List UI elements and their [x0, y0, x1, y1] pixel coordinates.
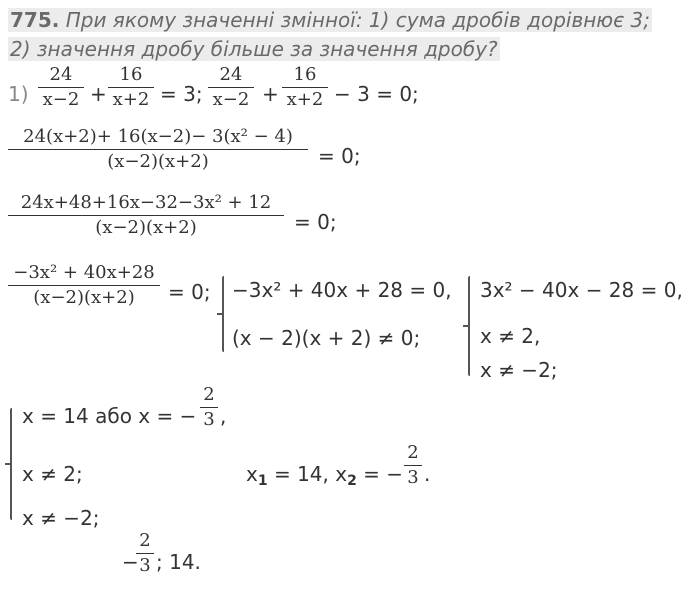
fraction-bar — [200, 407, 218, 408]
plus-sign: + — [90, 82, 107, 106]
roots-minus: = − — [356, 462, 404, 486]
answer-minus: − — [122, 550, 139, 574]
denominator: (x−2)(x+2) — [95, 217, 197, 238]
step2-fraction — [8, 126, 308, 173]
part-label: 1) — [8, 82, 29, 106]
numerator: 2 — [203, 384, 215, 405]
denominator: (x−2)(x+2) — [33, 287, 135, 308]
problem-title-line1 — [8, 8, 652, 32]
step3-fraction — [8, 192, 284, 239]
step2-equals-zero: = 0; — [318, 144, 361, 168]
numerator: 24(x+2)+ 16(x−2)− 3(x² − 4) — [23, 126, 293, 147]
subscript-2: 2 — [347, 473, 357, 489]
minus-three-equals-zero: − 3 = 0; — [334, 82, 419, 106]
numerator: 24 — [219, 64, 243, 85]
numerator: 24 — [49, 64, 73, 85]
denominator: x+2 — [112, 89, 150, 110]
roots-fraction-two-thirds — [404, 442, 422, 489]
roots-line — [246, 462, 404, 489]
numerator: 2 — [139, 530, 151, 551]
fraction-bar — [208, 87, 254, 88]
numerator: 2 — [407, 442, 419, 463]
denominator: 3 — [203, 409, 215, 430]
denominator: x+2 — [286, 89, 324, 110]
system1-equation: −3x² + 40x + 28 = 0, — [232, 278, 452, 302]
roots-x: x — [246, 462, 258, 486]
equals-three: = 3; — [160, 82, 203, 106]
denominator: x−2 — [42, 89, 80, 110]
step3-equals-zero: = 0; — [294, 210, 337, 234]
denominator: (x−2)(x+2) — [107, 151, 209, 172]
fraction-bar — [108, 87, 154, 88]
denominator: 3 — [139, 555, 151, 576]
fraction-16-over-x-plus-2-b — [282, 64, 328, 111]
fraction-24-over-x-minus-2-b — [208, 64, 254, 111]
answer-rest: ; 14. — [156, 550, 201, 574]
step4-equals-zero: = 0; — [168, 280, 211, 304]
subscript-1: 1 — [257, 473, 268, 489]
fraction-bar — [136, 553, 154, 554]
system3-solutions — [22, 404, 196, 428]
problem-text-1: При якому значенні змінної: 1) сума дробів дорівнює 3; — [65, 8, 650, 32]
system1-restriction: (x − 2)(x + 2) ≠ 0; — [232, 326, 421, 350]
system-brace-2 — [468, 276, 470, 376]
fraction-24-over-x-minus-2 — [38, 64, 84, 111]
comma: , — [220, 404, 227, 428]
fraction-bar — [8, 285, 160, 286]
fraction-bar — [282, 87, 328, 88]
fraction-bar — [404, 465, 422, 466]
fraction-16-over-x-plus-2 — [108, 64, 154, 111]
fraction-bar — [38, 87, 84, 88]
system3-restriction-1: x ≠ 2; — [22, 462, 83, 486]
numerator: 16 — [119, 64, 143, 85]
fraction-bar — [8, 149, 308, 150]
system3-restriction-2: x ≠ −2; — [22, 506, 100, 530]
denominator: 3 — [407, 467, 419, 488]
system2-restriction-2: x ≠ −2; — [480, 358, 558, 382]
solutions-text: x = 14 або x = − — [22, 404, 197, 428]
problem-number: 775. — [10, 8, 60, 32]
problem-text-2: 2) значення дробу більше за значення дробу? — [10, 37, 498, 61]
numerator: 16 — [293, 64, 317, 85]
roots-mid: = 14, x — [267, 462, 348, 486]
answer-fraction — [136, 530, 154, 577]
step4-fraction — [8, 262, 160, 309]
system2-equation: 3x² − 40x − 28 = 0, — [480, 278, 683, 302]
system-brace-1 — [222, 276, 224, 352]
numerator: −3x² + 40x+28 — [13, 262, 155, 283]
plus-sign-2: + — [262, 82, 279, 106]
system2-restriction-1: x ≠ 2, — [480, 324, 541, 348]
problem-title-line2 — [8, 37, 500, 61]
roots-period: . — [424, 462, 431, 486]
system-brace-3 — [10, 408, 12, 520]
fraction-bar — [8, 215, 284, 216]
fraction-two-thirds — [200, 384, 218, 431]
denominator: x−2 — [212, 89, 250, 110]
numerator: 24x+48+16x−32−3x² + 12 — [20, 192, 272, 213]
